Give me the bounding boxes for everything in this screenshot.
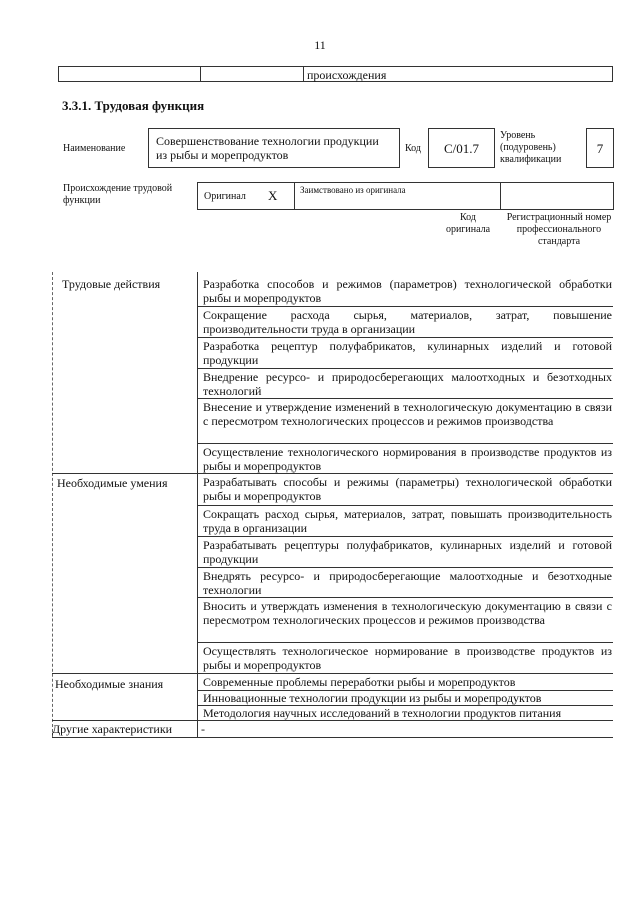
- table-left-edge: [52, 272, 53, 737]
- function-name: Совершенствование технологии продукции из рыбы и морепродуктов: [156, 134, 379, 162]
- cell-border: [303, 66, 304, 81]
- other-value: -: [201, 722, 205, 736]
- labor-action-item: Осуществление технологического нормирования в производстве продуктов из рыбы и морепродуктов: [203, 445, 612, 473]
- cell-border: [612, 66, 613, 81]
- row-line: [197, 642, 613, 643]
- cell-border: [58, 66, 59, 81]
- section-title: 3.3.1. Трудовая функция: [62, 98, 205, 113]
- labor-action-item: Разработка способов и режимов (параметров) технологической обработки рыбы и морепродуктов: [203, 277, 612, 305]
- name-value-box: [148, 128, 400, 168]
- section-line: [52, 720, 613, 721]
- section-line: [52, 737, 613, 738]
- reg-cell: [500, 182, 614, 210]
- skill-item: Сокращать расход сырья, материалов, затрат, повышать производительность труда в организации: [203, 507, 612, 535]
- top-row-text: происхождения: [307, 68, 387, 82]
- labor-action-item: Внедрение ресурсо- и природосберегающих малоотходных и безотходных технологий: [203, 370, 612, 398]
- skill-item: Разрабатывать рецептуры полуфабрикатов, кулинарных изделий и готовой продукции: [203, 538, 612, 566]
- section-line: [52, 673, 613, 674]
- name-label: Наименование: [63, 143, 126, 154]
- knowledge-label: Необходимые знания: [55, 677, 164, 691]
- row-line: [197, 398, 613, 399]
- code-value: С/01.7: [443, 141, 480, 156]
- knowledge-item: Методология научных исследований в технологии продуктов питания: [203, 706, 562, 720]
- original-label: Оригинал: [204, 191, 246, 202]
- labor-action-item: Сокращение расхода сырья, материалов, затрат, повышение производительности труда в организации: [203, 308, 612, 336]
- other-label: Другие характеристики: [52, 722, 173, 736]
- origin-label: Происхождение трудовой функции: [63, 183, 173, 206]
- row-line: [197, 536, 613, 537]
- knowledge-item: Инновационные технологии продукции из рыбы и морепродуктов: [203, 691, 542, 705]
- row-line: [197, 597, 613, 598]
- code-label: Код: [405, 143, 421, 154]
- borrowed-label: Заимствовано из оригинала: [300, 185, 406, 195]
- cell-border: [200, 66, 201, 81]
- row-line: [197, 443, 613, 444]
- level-value: 7: [596, 141, 604, 156]
- skill-item: Разрабатывать способы и режимы (параметры) технологической обработки рыбы и морепродуктов: [203, 475, 612, 503]
- row-line: [197, 306, 613, 307]
- level-label: Уровень (подуровень) квалификации: [500, 130, 562, 165]
- skills-label: Необходимые умения: [57, 476, 168, 490]
- level-value-box: [586, 128, 614, 168]
- row-line: [197, 337, 613, 338]
- section-line: [52, 473, 613, 474]
- row-line: [58, 66, 613, 67]
- borrowed-cell: [294, 182, 501, 210]
- row-line: [197, 505, 613, 506]
- labor-action-item: Внесение и утверждение изменений в технологическую документацию в связи с пересмотром технологических процессов и режимов производства: [203, 400, 612, 428]
- code-original-label: Код оригинала: [445, 212, 491, 235]
- skill-item: Внедрять ресурсо- и природосберегающие малоотходные и безотходные технологии: [203, 569, 612, 597]
- skill-item: Вносить и утверждать изменения в технологическую документацию в связи с пересмотром технологических процессов и режимов производства: [203, 599, 612, 627]
- labor-actions-label: Трудовые действия: [62, 277, 161, 291]
- original-mark: X: [268, 188, 278, 203]
- row-line: [197, 368, 613, 369]
- code-value-box: [428, 128, 495, 168]
- row-line: [197, 567, 613, 568]
- knowledge-item: Современные проблемы переработки рыбы и морепродуктов: [203, 675, 516, 689]
- page-number: 11: [314, 38, 326, 52]
- reg-number-label: Регистрационный номер профессионального стандарта: [506, 212, 612, 247]
- skill-item: Осуществлять технологическое нормирование в производстве продуктов из рыбы и морепродуктов: [203, 644, 612, 672]
- original-cell: [197, 182, 295, 210]
- labor-action-item: Разработка рецептур полуфабрикатов, кулинарных изделий и готовой продукции: [203, 339, 612, 367]
